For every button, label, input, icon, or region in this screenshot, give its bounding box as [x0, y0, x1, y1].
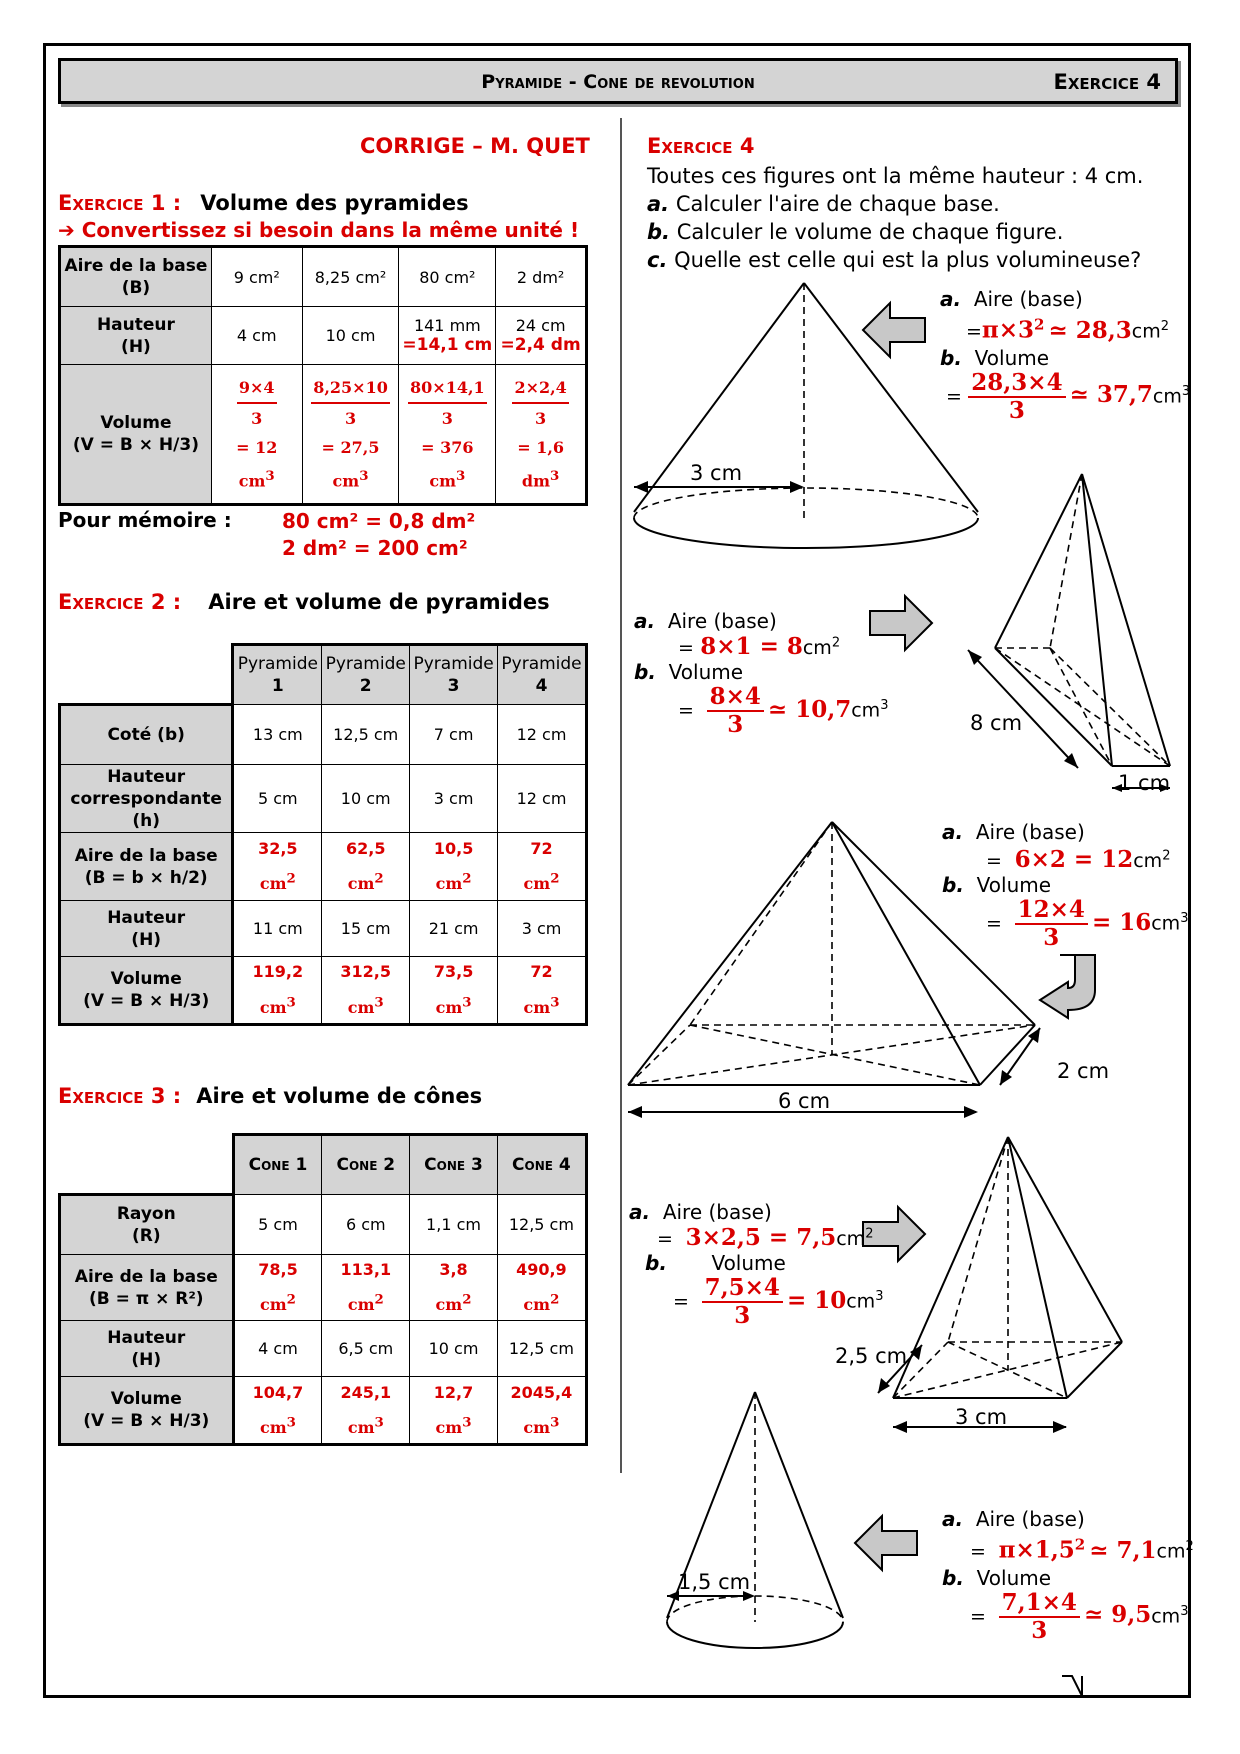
ex3-hauteur-4: 12,5 cm: [497, 1321, 586, 1377]
ex2-cote-3: 7 cm: [410, 705, 498, 765]
arrow-curved-icon: [1040, 955, 1095, 1018]
ex3-row-label-hauteur: Hauteur (H): [60, 1321, 234, 1377]
ex2-hauteur-1: 11 cm: [233, 901, 322, 957]
fig1-dim: 3 cm: [690, 461, 743, 485]
header-title: Pyramide - Cone de revolution: [481, 71, 755, 93]
fig4-dim-length: 3 cm: [955, 1405, 1008, 1429]
ex3-header-1: Cone 1: [233, 1135, 322, 1195]
ex3-header-2: Cone 2: [322, 1135, 410, 1195]
ex1-height-1: 4 cm: [211, 307, 302, 365]
fig5-dim: 1,5 cm: [678, 1570, 751, 1594]
fig5-cone: [667, 1392, 843, 1648]
fig3-annotation: a. Aire (base) = $6\times 2 = 12cm^2$ b. Volume = $\frac{12\times 4}{3}$ = $16cm^3$: [942, 820, 1189, 951]
ex3-volume-3: 12,7 $cm^3$: [410, 1377, 498, 1445]
ex2-label: Exercice 2 :: [58, 590, 182, 614]
ex3-volume-4: 2045,4 $cm^3$: [497, 1377, 586, 1445]
ex2-cote-2: 12,5 cm: [322, 705, 410, 765]
ex2-aire-1: 32,5 $cm^2$: [233, 833, 322, 901]
ex2-cote-4: 12 cm: [498, 705, 587, 765]
ex3-volume-2: 245,1 $cm^3$: [322, 1377, 410, 1445]
ex2-hauteur-4: 3 cm: [498, 901, 587, 957]
ex1-volume-4: 2×2,4 3 = 1,6 $dm^3$: [496, 365, 587, 505]
ex2-row-label-hauteur: Hauteur (H): [60, 901, 233, 957]
fig1-cone: [634, 283, 978, 548]
fig2-annotation: a. Aire (base) = $8\times 1 = 8cm^2$ b. Volume = $\frac{8\times 4}{3}$ ≃ $10,7cm^3$: [634, 609, 889, 738]
ex4-label: Exercice 4: [647, 134, 755, 158]
corrige-title: CORRIGE – M. QUET: [360, 134, 590, 158]
ex3-row-label-rayon: Rayon (R): [60, 1195, 234, 1255]
ex2-hcorr-1: 5 cm: [233, 765, 322, 833]
ex2-aire-4: 72 $cm^2$: [498, 833, 587, 901]
ex1-base-2: 8,25 cm²: [302, 247, 399, 307]
ex2-header-4: Pyramide 4: [498, 645, 587, 705]
ex3-aire-1: 78,5 $cm^2$: [233, 1255, 322, 1321]
ex3-rayon-3: 1,1 cm: [410, 1195, 498, 1255]
ex2-header-3: Pyramide 3: [410, 645, 498, 705]
fig3-dim-width: 2 cm: [1057, 1059, 1110, 1083]
ex3-hauteur-1: 4 cm: [233, 1321, 322, 1377]
ex2-row-label-hcorr: Hauteur correspondante (h): [60, 765, 233, 833]
ex1-volume-3: 80×14,1 3 = 376 $cm^3$: [399, 365, 496, 505]
ex3-aire-4: 490,9 $cm^2$: [497, 1255, 586, 1321]
ex1-volume-2: 8,25×10 3 = 27,5 $cm^3$: [302, 365, 399, 505]
ex3-rayon-1: 5 cm: [233, 1195, 322, 1255]
fig4-dim-width: 2,5 cm: [835, 1344, 908, 1368]
ex2-header-1: Pyramide 1: [233, 645, 322, 705]
fig2-dim-length: 8 cm: [970, 711, 1023, 735]
ex2-title: Aire et volume de pyramides: [208, 590, 550, 614]
ex1-title: Volume des pyramides: [200, 191, 469, 215]
ex2-hauteur-2: 15 cm: [322, 901, 410, 957]
ex2-aire-3: 10,5 $cm^2$: [410, 833, 498, 901]
ex1-label: Exercice 1 :: [58, 191, 182, 215]
ex1-row-label-volume: Volume (V = B × H/3): [60, 365, 212, 505]
ex3-header-3: Cone 3: [410, 1135, 498, 1195]
ex2-volume-2: 312,5 $cm^3$: [322, 957, 410, 1025]
ex2-hcorr-4: 12 cm: [498, 765, 587, 833]
ex1-height-3: 141 mm =14,1 cm: [399, 307, 496, 365]
corner-mark: [1062, 1676, 1082, 1696]
memo-label: Pour mémoire :: [58, 508, 232, 532]
ex1-base-1: 9 cm²: [211, 247, 302, 307]
ex2-row-label-cote: Coté (b): [60, 705, 233, 765]
ex1-base-4: 2 dm²: [496, 247, 587, 307]
ex4-intro: Toutes ces figures ont la même hauteur : 4 cm.: [647, 164, 1144, 188]
ex4-question-c: c. Quelle est celle qui est la plus volumineuse?: [647, 248, 1142, 272]
ex3-rayon-4: 12,5 cm: [497, 1195, 586, 1255]
fig2-pyramid: [968, 474, 1170, 795]
ex2-header-2: Pyramide 2: [322, 645, 410, 705]
ex2-hcorr-3: 3 cm: [410, 765, 498, 833]
ex1-height-2: 10 cm: [302, 307, 399, 365]
ex3-title: Aire et volume de cônes: [196, 1084, 483, 1108]
fig5-annotation: a. Aire (base) = $\pi\times 1,5^2$ ≃ $7,1cm^2$ b. Volume = $\frac{7,1\times 4}{3}$ ≃ $9,5cm^3$: [942, 1507, 1194, 1644]
ex4-question-a: a. Calculer l'aire de chaque base.: [647, 192, 1000, 216]
ex2-volume-1: 119,2 $cm^3$: [233, 957, 322, 1025]
arrow-left-icon: [863, 303, 925, 357]
ex2-volume-4: 72 $cm^3$: [498, 957, 587, 1025]
ex3-aire-2: 113,1 $cm^2$: [322, 1255, 410, 1321]
ex2-cote-1: 13 cm: [233, 705, 322, 765]
ex3-aire-3: 3,8 $cm^2$: [410, 1255, 498, 1321]
ex2-hcorr-2: 10 cm: [322, 765, 410, 833]
ex2-row-label-aire: Aire de la base (B = b × h/2): [60, 833, 233, 901]
ex1-row-label-base: Aire de la base (B): [60, 247, 212, 307]
fig1-annotation: a. Aire (base) $=\pi\times 3^2$ ≃ $28,3cm^2$ b. Volume = $\frac{28,3\times 4}{3}$ ≃ $37,7cm^3$: [940, 287, 1191, 424]
ex3-rayon-2: 6 cm: [322, 1195, 410, 1255]
memo-values: 80 cm² = 0,8 dm² 2 dm² = 200 cm²: [282, 509, 476, 560]
ex1-volume-1: 9×4 3 = 12 $cm^3$: [211, 365, 302, 505]
arrow-left-icon: [855, 1516, 917, 1570]
ex1-height-4: 24 cm =2,4 dm: [496, 307, 587, 365]
ex3-header-4: Cone 4: [497, 1135, 586, 1195]
ex2-aire-2: 62,5 $cm^2$: [322, 833, 410, 901]
ex3-hauteur-3: 10 cm: [410, 1321, 498, 1377]
ex3-row-label-volume: Volume (V = B × H/3): [60, 1377, 234, 1445]
ex1-row-label-height: Hauteur (H): [60, 307, 212, 365]
fig3-dim-length: 6 cm: [778, 1089, 831, 1113]
ex3-label: Exercice 3 :: [58, 1084, 182, 1108]
header-exercise: Exercice 4: [1053, 70, 1161, 94]
fig2-dim-width: 1 cm: [1118, 771, 1171, 795]
ex4-question-b: b. Calculer le volume de chaque figure.: [647, 220, 1064, 244]
fig4-annotation: a. Aire (base) = $3\times 2,5 = 7,5cm^2$ b. Volume = $\frac{7,5\times 4}{3}$ = $10cm^3$: [629, 1200, 884, 1329]
ex2-volume-3: 73,5 $cm^3$: [410, 957, 498, 1025]
ex1-instruction: ➔ Convertissez si besoin dans la même unité !: [58, 218, 580, 242]
ex3-volume-1: 104,7 $cm^3$: [233, 1377, 322, 1445]
ex2-row-label-volume: Volume (V = B × H/3): [60, 957, 233, 1025]
ex3-row-label-aire: Aire de la base (B = π × R²): [60, 1255, 234, 1321]
ex1-base-3: 80 cm²: [399, 247, 496, 307]
ex2-hauteur-3: 21 cm: [410, 901, 498, 957]
ex3-hauteur-2: 6,5 cm: [322, 1321, 410, 1377]
